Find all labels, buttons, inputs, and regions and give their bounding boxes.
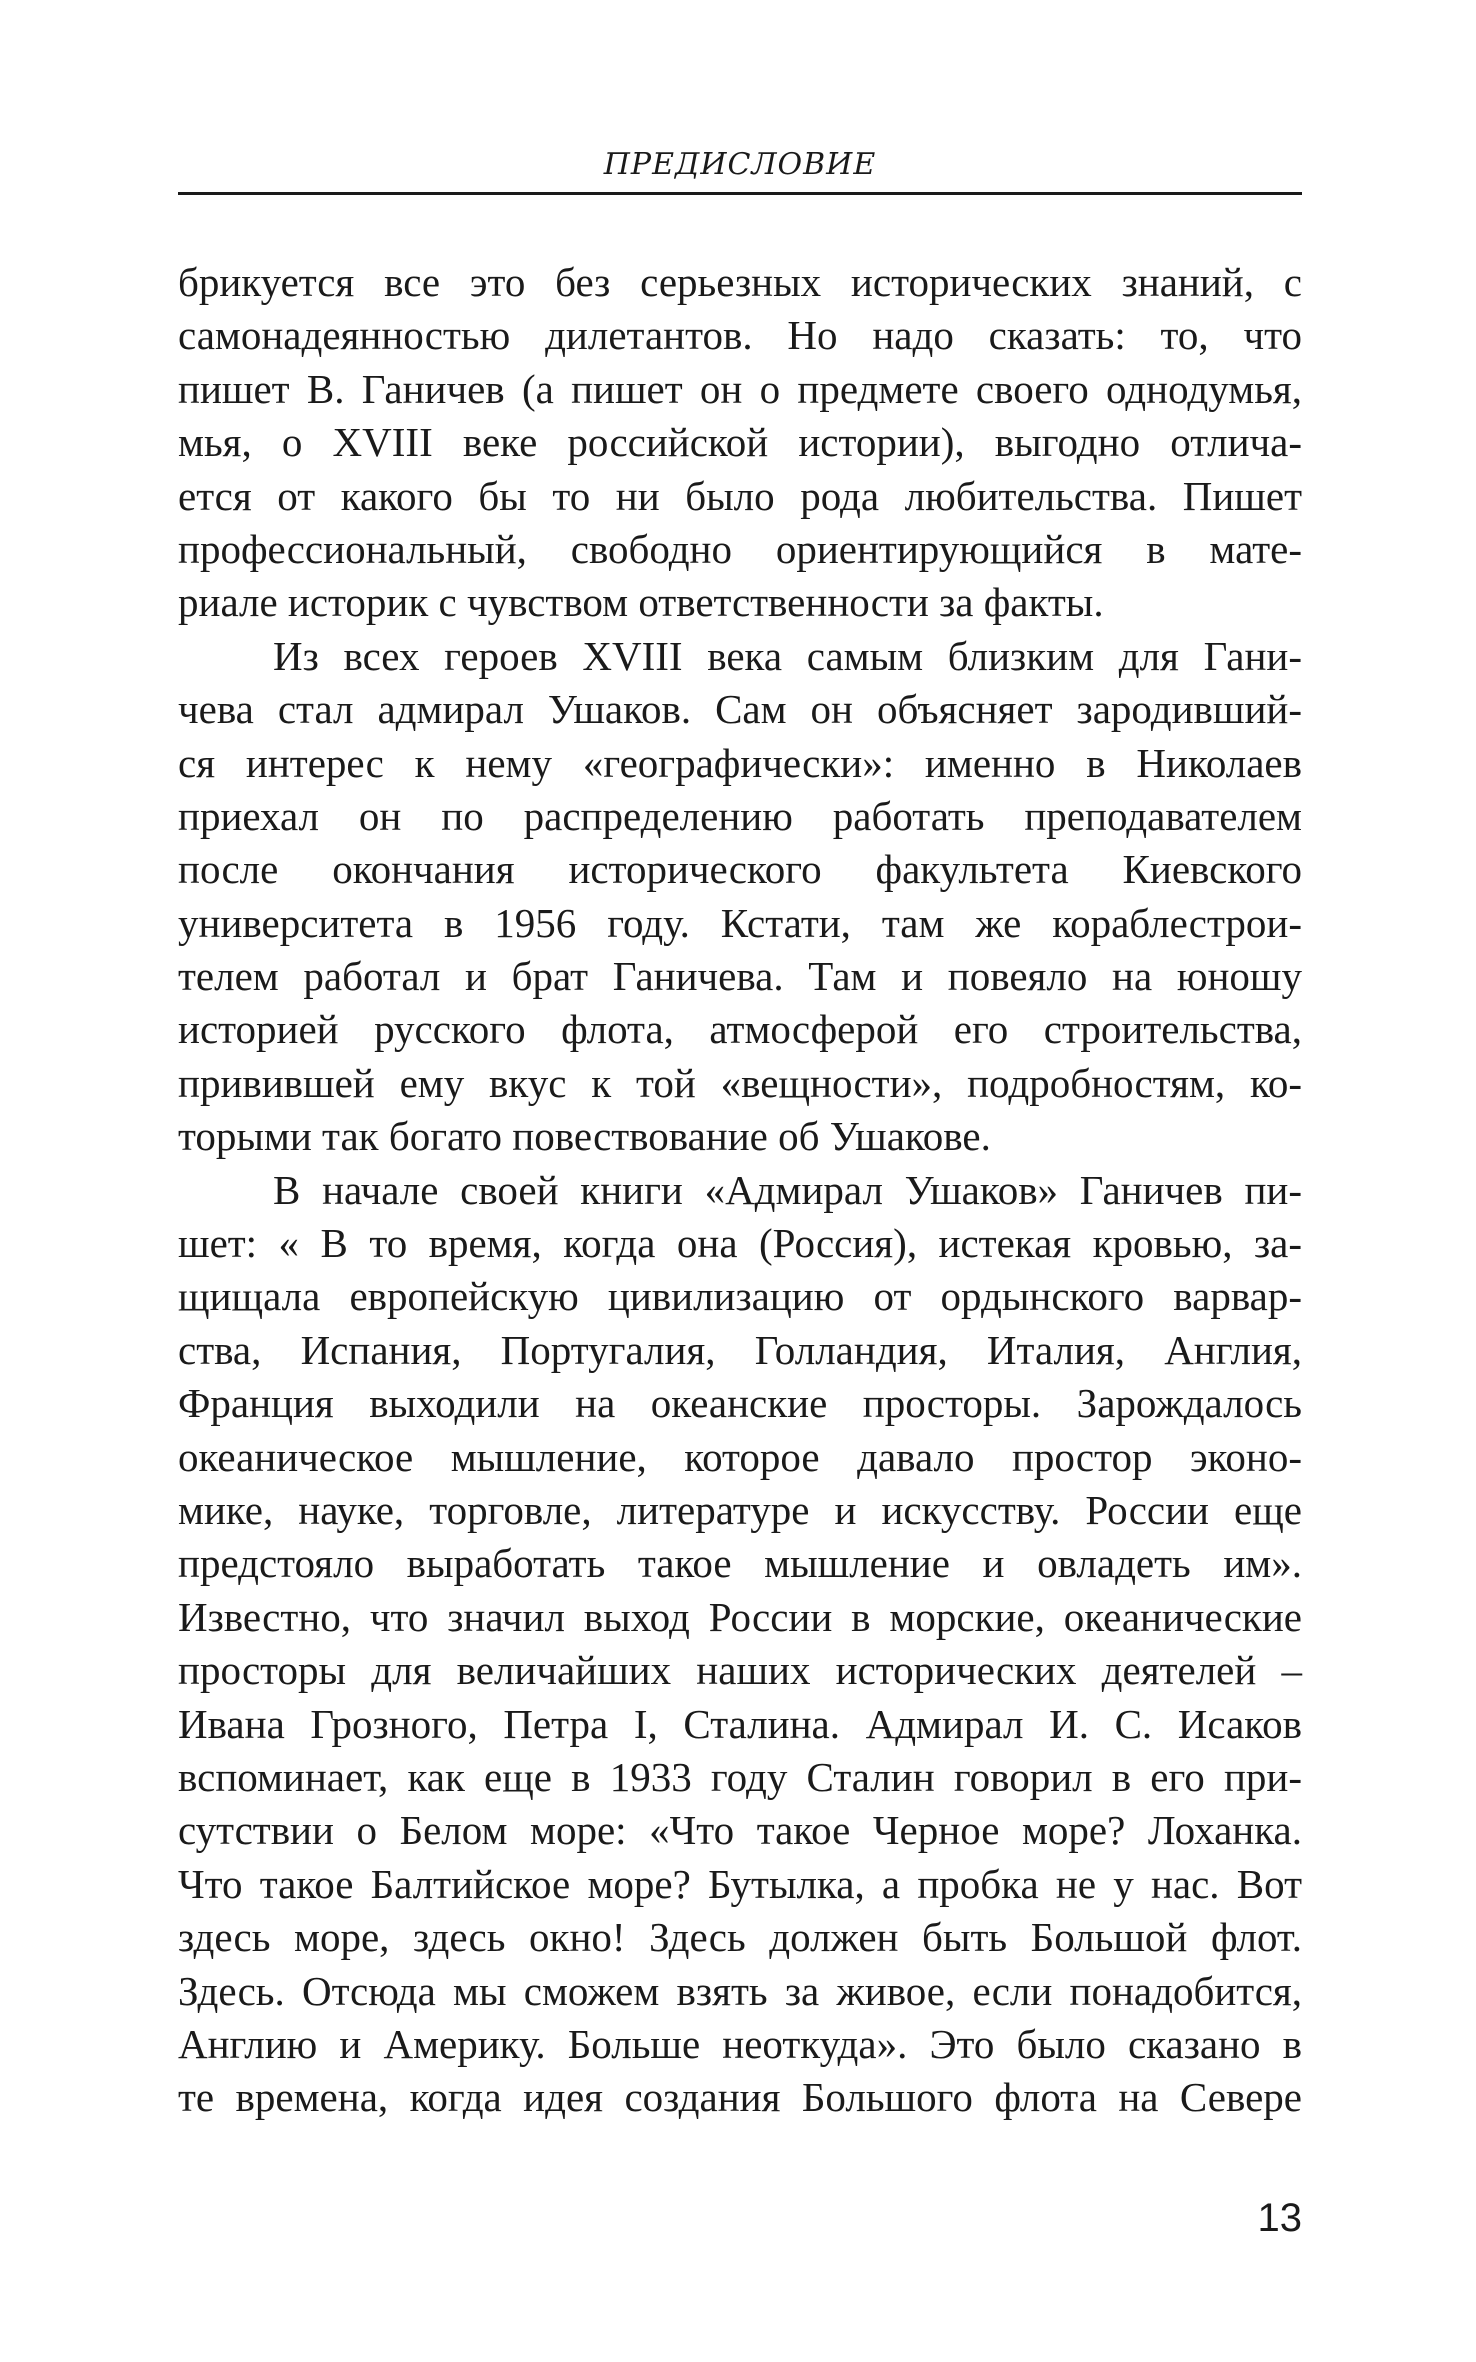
running-head: ПРЕДИСЛОВИЕ bbox=[603, 147, 877, 182]
text-line: вспоминает, как еще в 1933 году Сталин говорил в его при- bbox=[178, 1753, 1302, 1800]
header-rule bbox=[178, 192, 1302, 195]
text-line: Что такое Балтийское море? Бутылка, а пробка не у нас. Вот bbox=[178, 1860, 1302, 1907]
text-line: торыми так богато повествование об Ушакове. bbox=[178, 1113, 991, 1160]
text-line: сутствии о Белом море: «Что такое Черное море? Лоханка. bbox=[178, 1807, 1302, 1854]
text-line: телем работал и брат Ганичева. Там и повеяло на юношу bbox=[178, 953, 1302, 1000]
text-line: Франция выходили на океанские просторы. Зарождалось bbox=[178, 1380, 1302, 1427]
text-line: профессиональный, свободно ориентирующийся в мате- bbox=[178, 525, 1302, 572]
text-line: мике, науке, торговле, литературе и искусству. России еще bbox=[178, 1486, 1302, 1533]
text-line: океаническое мышление, которое давало простор эконо- bbox=[178, 1433, 1302, 1480]
text-line: мья, о XVIII веке российской истории), выгодно отлича- bbox=[178, 419, 1302, 466]
text-line: предстояло выработать такое мышление и овладеть им». bbox=[178, 1540, 1302, 1587]
text-line: риале историк с чувством ответственности за факты. bbox=[178, 579, 1104, 626]
text-line: ся интерес к нему «географически»: именно в Николаев bbox=[178, 739, 1302, 786]
text-line: чева стал адмирал Ушаков. Сам он объясняет зародивший- bbox=[178, 686, 1302, 733]
text-line: шет: « В то время, когда она (Россия), истекая кровью, за- bbox=[178, 1220, 1302, 1267]
text-line: историей русского флота, атмосферой его строительства, bbox=[178, 1006, 1302, 1053]
text-line: привившей ему вкус к той «вещности», подробностям, ко- bbox=[178, 1059, 1302, 1106]
paragraph-start-line: В начале своей книги «Адмирал Ушаков» Ганичев пи- bbox=[273, 1166, 1302, 1213]
body-text bbox=[178, 256, 1302, 2125]
text-line: приехал он по распределению работать преподавателем bbox=[178, 792, 1302, 839]
text-line: Известно, что значил выход России в морские, океанические bbox=[178, 1593, 1302, 1640]
text-line: здесь море, здесь окно! Здесь должен быть Большой флот. bbox=[178, 1914, 1302, 1961]
text-line: ется от какого бы то ни было рода любительства. Пишет bbox=[178, 472, 1302, 519]
text-line: после окончания исторического факультета Киевского bbox=[178, 846, 1302, 893]
text-line: просторы для величайших наших исторических деятелей – bbox=[178, 1647, 1302, 1694]
text-line: самонадеянностью дилетантов. Но надо сказать: то, что bbox=[178, 312, 1302, 359]
text-line: пишет В. Ганичев (а пишет он о предмете своего однодумья, bbox=[178, 365, 1302, 412]
text-line: те времена, когда идея создания Большого флота на Севере bbox=[178, 2074, 1302, 2121]
text-line: брикуется все это без серьезных исторических знаний, с bbox=[178, 259, 1302, 305]
text-line: Ивана Грозного, Петра I, Сталина. Адмирал И. С. Исаков bbox=[178, 1700, 1302, 1747]
text-line: университета в 1956 году. Кстати, там же кораблестрои- bbox=[178, 899, 1302, 946]
text-line: Англию и Америку. Больше неоткуда». Это было сказано в bbox=[178, 2020, 1302, 2067]
text-line: ства, Испания, Португалия, Голландия, Италия, Англия, bbox=[178, 1326, 1302, 1373]
text-line: щищала европейскую цивилизацию от ордынского варвар- bbox=[178, 1273, 1302, 1320]
page-number: 13 bbox=[1257, 2196, 1302, 2240]
paragraph-start-line: Из всех героев XVIII века самым близким для Гани- bbox=[273, 632, 1302, 679]
text-line: Здесь. Отсюда мы сможем взять за живое, если понадобится, bbox=[178, 1967, 1302, 2014]
